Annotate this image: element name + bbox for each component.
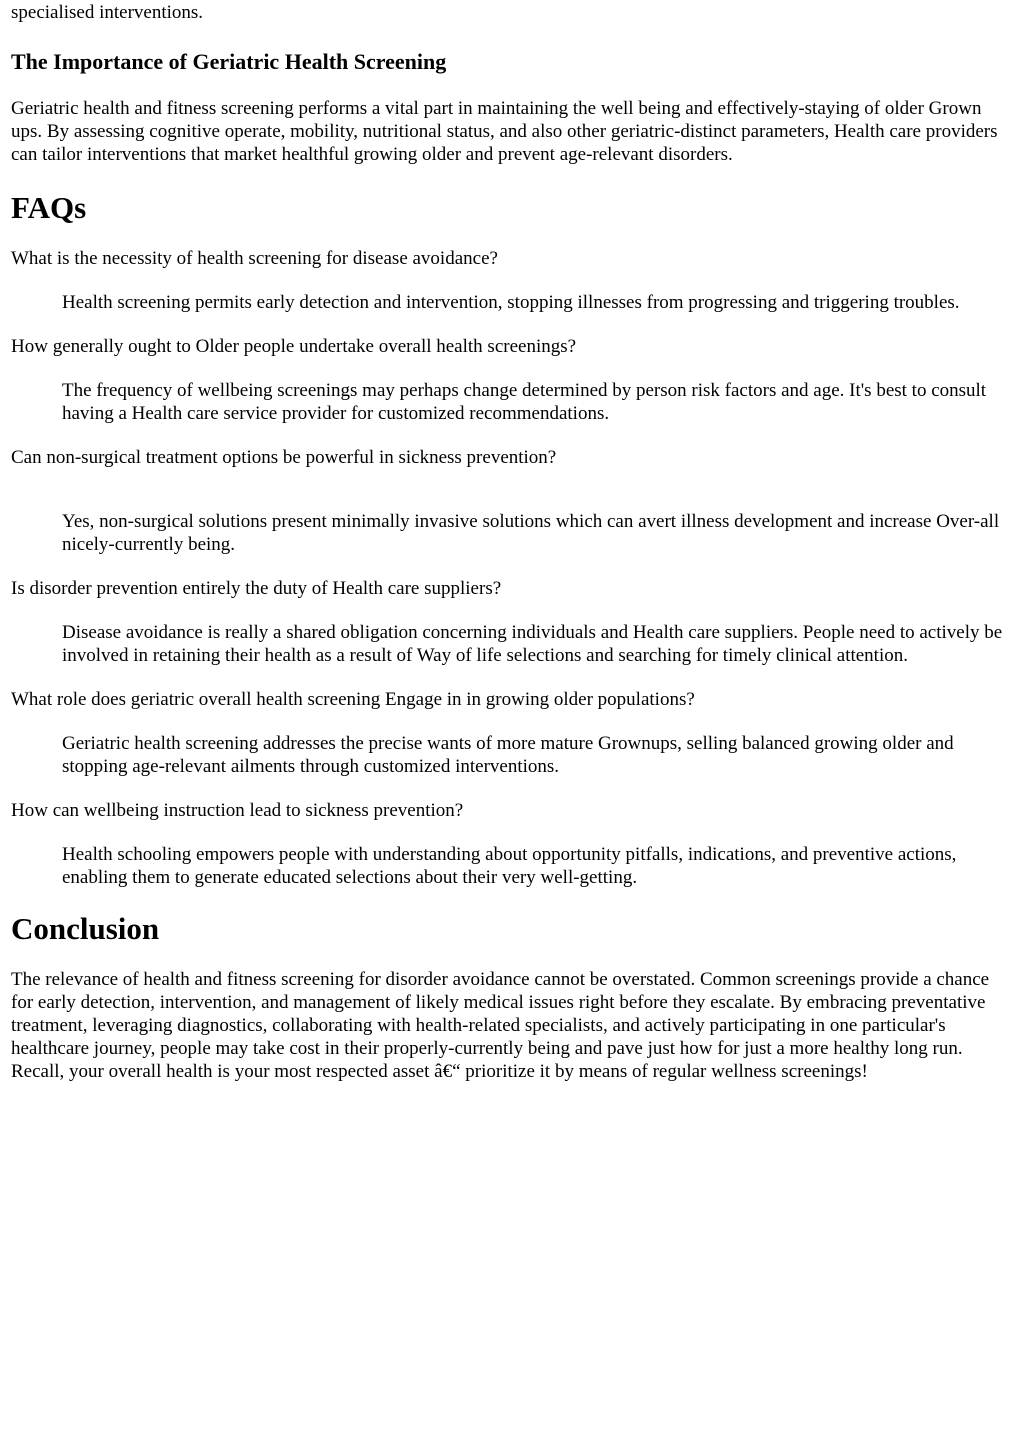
previous-paragraph-fragment: specialised interventions. bbox=[11, 2, 204, 23]
importance-paragraph: Geriatric health and fitness screening performs a vital part in maintaining the well being and effectively-staying of older Grown ups. By assessing cognitive operate, mobility, nutritional status, and also other geriatric-distinct parameters, Health care providers can tailor interventions that market healthful growing older and prevent age-relevant disorders. bbox=[11, 98, 998, 165]
faq-answer: Yes, non-surgical solutions present minimally invasive solutions which can avert illness development and increase Over-all nicely-currently being. bbox=[62, 511, 1000, 555]
faqs-heading: FAQs bbox=[11, 190, 87, 225]
faq-question: Can non-surgical treatment options be powerful in sickness prevention? bbox=[11, 447, 557, 468]
faq-answer: The frequency of wellbeing screenings may perhaps change determined by person risk factors and age. It's best to consult having a Health care service provider for customized recommendations. bbox=[62, 380, 987, 424]
faq-question: How can wellbeing instruction lead to sickness prevention? bbox=[11, 800, 464, 821]
faq-answer: Health schooling empowers people with understanding about opportunity pitfalls, indications, and preventive actions, enabling them to generate educated selections about their very well-getting. bbox=[62, 844, 957, 888]
conclusion-paragraph: The relevance of health and fitness screening for disorder avoidance cannot be overstated. Common screenings provide a chance for early detection, intervention, and management of likely medical issues right before they escalate. By embracing preventative treatment, leveraging diagnostics, collaborating with health-related specialists, and actively participating in one particular's healthcare journey, people may take cost in their properly-currently being and pave just how for just a more healthy long run. Recall, your overall health is your most respected asset â€“ prioritize it by means of regular wellness screenings! bbox=[11, 969, 990, 1082]
article-page bbox=[11, 0, 1011, 1083]
faq-question: How generally ought to Older people undertake overall health screenings? bbox=[11, 336, 577, 357]
faq-answer: Health screening permits early detection and intervention, stopping illnesses from progressing and triggering troubles. bbox=[62, 292, 960, 313]
faq-question: Is disorder prevention entirely the duty of Health care suppliers? bbox=[11, 578, 502, 599]
faq-list bbox=[11, 247, 1011, 889]
conclusion-heading: Conclusion bbox=[11, 911, 160, 946]
faq-answer: Disease avoidance is really a shared obligation concerning individuals and Health care suppliers. People need to actively be involved in retaining their health as a result of Way of life selections and searching for timely clinical attention. bbox=[62, 622, 1003, 666]
faq-answer: Geriatric health screening addresses the precise wants of more mature Grownups, selling balanced growing older and stopping age-relevant ailments through customized interventions. bbox=[62, 733, 954, 777]
faq-question: What role does geriatric overall health screening Engage in in growing older populations? bbox=[11, 689, 695, 710]
importance-heading: The Importance of Geriatric Health Screening bbox=[11, 49, 447, 74]
faq-question: What is the necessity of health screening for disease avoidance? bbox=[11, 248, 498, 269]
